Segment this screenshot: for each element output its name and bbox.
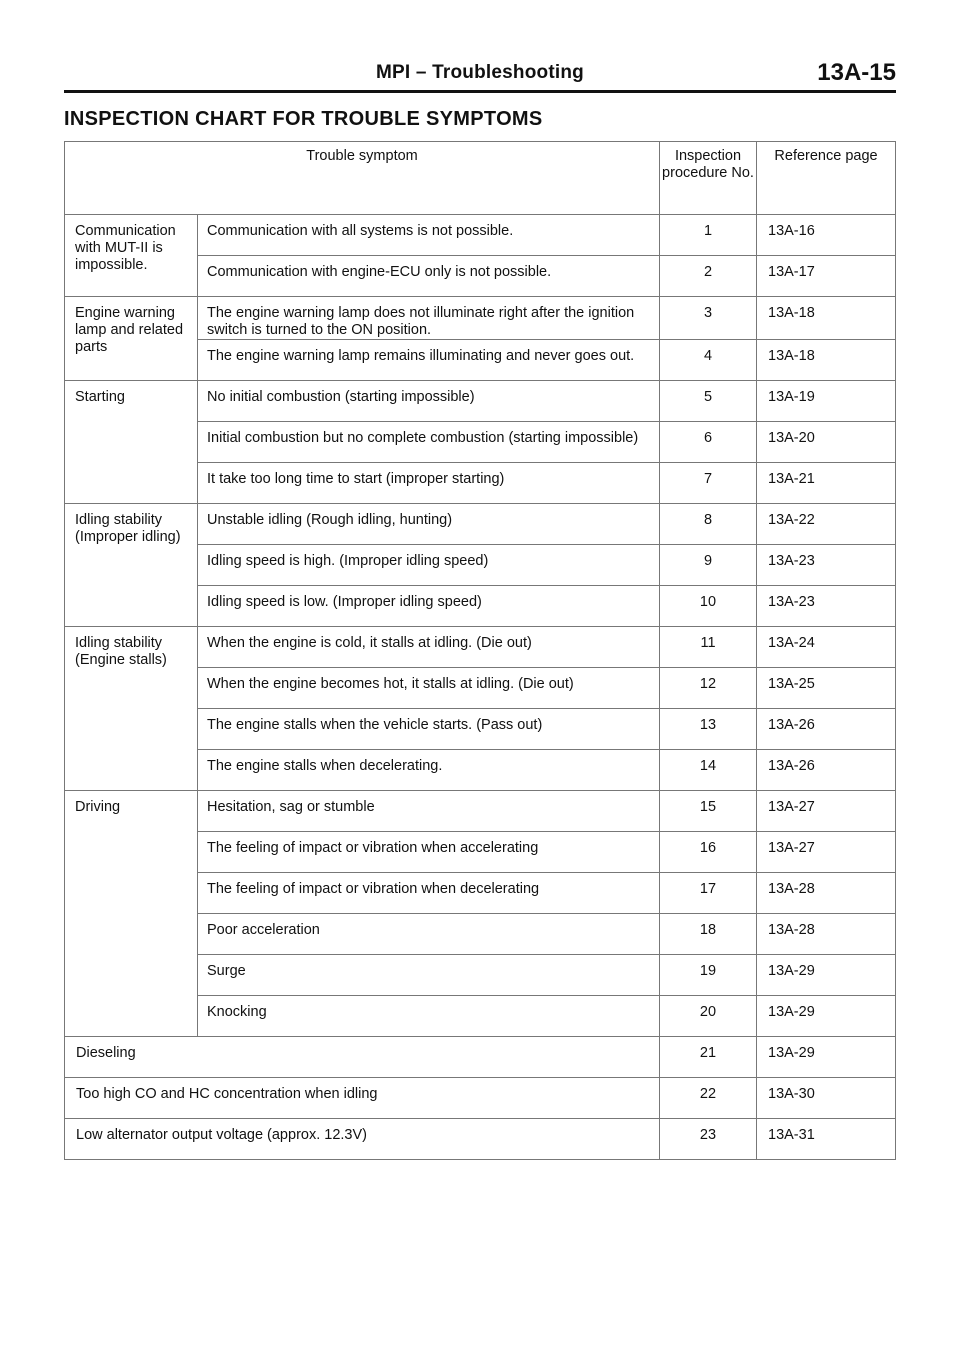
reference-page-cell: 13A-26: [757, 750, 896, 791]
reference-page-cell: 13A-21: [757, 463, 896, 504]
reference-page-cell: 13A-20: [757, 422, 896, 463]
table-row: [65, 791, 896, 832]
procedure-number-cell: 5: [660, 381, 757, 422]
table-row: [65, 381, 896, 422]
reference-page-cell: 13A-30: [757, 1078, 896, 1119]
reference-page-cell: 13A-25: [757, 668, 896, 709]
reference-page-cell: 13A-28: [757, 873, 896, 914]
reference-page-cell: 13A-28: [757, 914, 896, 955]
procedure-number-cell: 2: [660, 256, 757, 297]
reference-page-cell: 13A-26: [757, 709, 896, 750]
procedure-number-cell: 20: [660, 996, 757, 1037]
procedure-number-cell: 18: [660, 914, 757, 955]
symptom-cell: Communication with all systems is not possible.: [198, 215, 660, 256]
table-row: [65, 504, 896, 545]
header-title: MPI – Troubleshooting: [376, 62, 584, 83]
symptom-cell: No initial combustion (starting impossible): [198, 381, 660, 422]
table-row: [65, 1078, 896, 1119]
symptom-cell: It take too long time to start (improper starting): [198, 463, 660, 504]
column-header-reference: Reference page: [757, 142, 896, 215]
procedure-number-cell: 17: [660, 873, 757, 914]
procedure-number-cell: 6: [660, 422, 757, 463]
table-row: [65, 627, 896, 668]
category-cell: Starting: [65, 381, 198, 504]
symptom-cell: Low alternator output voltage (approx. 12.3V): [65, 1119, 660, 1160]
symptom-cell: Hesitation, sag or stumble: [198, 791, 660, 832]
procedure-number-cell: 8: [660, 504, 757, 545]
symptom-cell: Initial combustion but no complete combustion (starting impossible): [198, 422, 660, 463]
page-number: 13A-15: [817, 59, 896, 86]
procedure-number-cell: 19: [660, 955, 757, 996]
category-cell: Idling stability (Improper idling): [65, 504, 198, 627]
table-body: [65, 215, 896, 1160]
column-header-symptom: Trouble symptom: [65, 142, 660, 215]
procedure-number-cell: 23: [660, 1119, 757, 1160]
symptom-cell: The feeling of impact or vibration when decelerating: [198, 873, 660, 914]
symptom-cell: The engine stalls when decelerating.: [198, 750, 660, 791]
reference-page-cell: 13A-17: [757, 256, 896, 297]
table-row: [65, 215, 896, 256]
table-row: [65, 297, 896, 340]
reference-page-cell: 13A-24: [757, 627, 896, 668]
symptom-cell: Dieseling: [65, 1037, 660, 1078]
category-cell: Communication with MUT-II is impossible.: [65, 215, 198, 297]
symptom-cell: The feeling of impact or vibration when accelerating: [198, 832, 660, 873]
reference-page-cell: 13A-27: [757, 791, 896, 832]
category-cell: Engine warning lamp and related parts: [65, 297, 198, 381]
symptom-cell: Too high CO and HC concentration when idling: [65, 1078, 660, 1119]
inspection-chart-table: [64, 141, 896, 1160]
table-row: [65, 1037, 896, 1078]
category-cell: Idling stability (Engine stalls): [65, 627, 198, 791]
reference-page-cell: 13A-27: [757, 832, 896, 873]
symptom-cell: The engine stalls when the vehicle starts. (Pass out): [198, 709, 660, 750]
reference-page-cell: 13A-29: [757, 955, 896, 996]
reference-page-cell: 13A-18: [757, 297, 896, 340]
reference-page-cell: 13A-29: [757, 1037, 896, 1078]
symptom-cell: Unstable idling (Rough idling, hunting): [198, 504, 660, 545]
symptom-cell: The engine warning lamp does not illuminate right after the ignition switch is turned to the ON position.: [198, 297, 660, 340]
procedure-number-cell: 16: [660, 832, 757, 873]
procedure-number-cell: 7: [660, 463, 757, 504]
procedure-number-cell: 11: [660, 627, 757, 668]
procedure-number-cell: 3: [660, 297, 757, 340]
symptom-cell: Knocking: [198, 996, 660, 1037]
procedure-number-cell: 21: [660, 1037, 757, 1078]
symptom-cell: Surge: [198, 955, 660, 996]
procedure-number-cell: 10: [660, 586, 757, 627]
reference-page-cell: 13A-31: [757, 1119, 896, 1160]
procedure-number-cell: 4: [660, 340, 757, 381]
procedure-number-cell: 22: [660, 1078, 757, 1119]
table-row: [65, 1119, 896, 1160]
reference-page-cell: 13A-23: [757, 545, 896, 586]
category-cell: Driving: [65, 791, 198, 1037]
procedure-number-cell: 9: [660, 545, 757, 586]
procedure-number-cell: 13: [660, 709, 757, 750]
reference-page-cell: 13A-16: [757, 215, 896, 256]
procedure-number-cell: 14: [660, 750, 757, 791]
symptom-cell: Poor acceleration: [198, 914, 660, 955]
symptom-cell: When the engine is cold, it stalls at idling. (Die out): [198, 627, 660, 668]
symptom-cell: When the engine becomes hot, it stalls at idling. (Die out): [198, 668, 660, 709]
symptom-cell: Communication with engine-ECU only is not possible.: [198, 256, 660, 297]
symptom-cell: Idling speed is high. (Improper idling speed): [198, 545, 660, 586]
column-header-procedure: Inspection procedure No.: [660, 142, 757, 215]
reference-page-cell: 13A-18: [757, 340, 896, 381]
procedure-number-cell: 1: [660, 215, 757, 256]
table-header-row: [65, 142, 896, 215]
reference-page-cell: 13A-29: [757, 996, 896, 1037]
reference-page-cell: 13A-19: [757, 381, 896, 422]
procedure-number-cell: 15: [660, 791, 757, 832]
symptom-cell: Idling speed is low. (Improper idling speed): [198, 586, 660, 627]
symptom-cell: The engine warning lamp remains illuminating and never goes out.: [198, 340, 660, 381]
page-header: [64, 59, 896, 93]
procedure-number-cell: 12: [660, 668, 757, 709]
section-title: INSPECTION CHART FOR TROUBLE SYMPTOMS: [64, 108, 543, 130]
reference-page-cell: 13A-23: [757, 586, 896, 627]
reference-page-cell: 13A-22: [757, 504, 896, 545]
